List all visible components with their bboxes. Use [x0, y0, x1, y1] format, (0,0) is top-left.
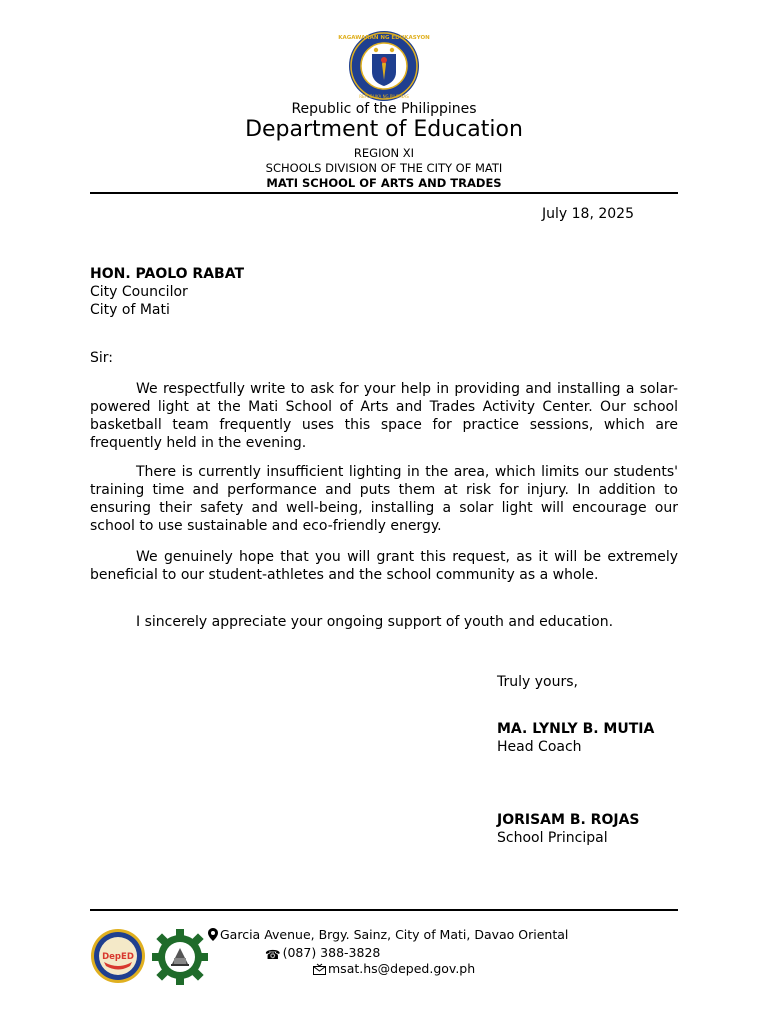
- header-divider: [90, 192, 678, 194]
- address-text: Garcia Avenue, Brgy. Sainz, City of Mati, Davao Oriental: [220, 927, 569, 942]
- signatory-name: JORISAM B. ROJAS: [497, 812, 640, 828]
- deped-logo-text: DepED: [102, 952, 134, 962]
- signatory-title: Head Coach: [497, 739, 582, 755]
- signatory-title: School Principal: [497, 830, 608, 846]
- seal-text: KAGAWARAN NG EDUKASYON: [338, 35, 430, 41]
- location-pin-icon: [208, 928, 218, 941]
- signatory-block: [497, 720, 654, 756]
- body-paragraph-1: We respectfully write to ask for your help in providing and installing a solar-powered light at the Mati School of Arts and Trades Activity Center. Our school basketball team frequently uses this space for practice sessions, which are frequently held in the evening.: [90, 381, 678, 451]
- division-line: SCHOOLS DIVISION OF THE CITY OF MATI: [265, 161, 503, 175]
- recipient-office: City of Mati: [90, 302, 170, 318]
- recipient-block: [90, 265, 244, 319]
- footer-address: [208, 927, 568, 943]
- department-title: Department of Education: [245, 117, 523, 142]
- phone-icon: ☎: [265, 947, 281, 962]
- signatory-block: [497, 811, 640, 847]
- recipient-title: City Councilor: [90, 284, 188, 300]
- recipient-name: HON. PAOLO RABAT: [90, 266, 245, 282]
- footer-email: [313, 961, 475, 977]
- republic-line: Republic of the Philippines: [291, 101, 477, 117]
- deped-footer-logo: [90, 928, 146, 984]
- deped-seal-logo: [338, 30, 430, 102]
- body-paragraph-3: We genuinely hope that you will grant this request, as it will be extremely beneficial to our student-athletes and the school community as a whole.: [90, 549, 678, 583]
- body-paragraph-4: I sincerely appreciate your ongoing support of youth and education.: [136, 614, 614, 630]
- school-name: MATI SCHOOL OF ARTS AND TRADES: [266, 176, 502, 190]
- letter-date: July 18, 2025: [542, 206, 634, 222]
- footer-divider: [90, 909, 678, 911]
- body-paragraph-2: There is currently insufficient lighting in the area, which limits our students' training time and performance and puts them at risk for injury. In addition to ensuring their safety and well-being, installing a solar light will encourage our school to use sustainable and eco-friendly energy.: [90, 464, 678, 534]
- region-line: REGION XI: [353, 146, 415, 160]
- email-text[interactable]: msat.hs@deped.gov.ph: [328, 961, 476, 976]
- seal-subtext: REPUBLIKA NG PILIPINAS: [359, 94, 409, 99]
- phone-text: (087) 388-3828: [282, 945, 381, 960]
- closing: Truly yours,: [497, 674, 578, 690]
- mail-icon: [313, 964, 326, 975]
- signatory-name: MA. LYNLY B. MUTIA: [497, 721, 655, 737]
- school-gear-logo: [152, 928, 208, 986]
- salutation: Sir:: [90, 350, 114, 366]
